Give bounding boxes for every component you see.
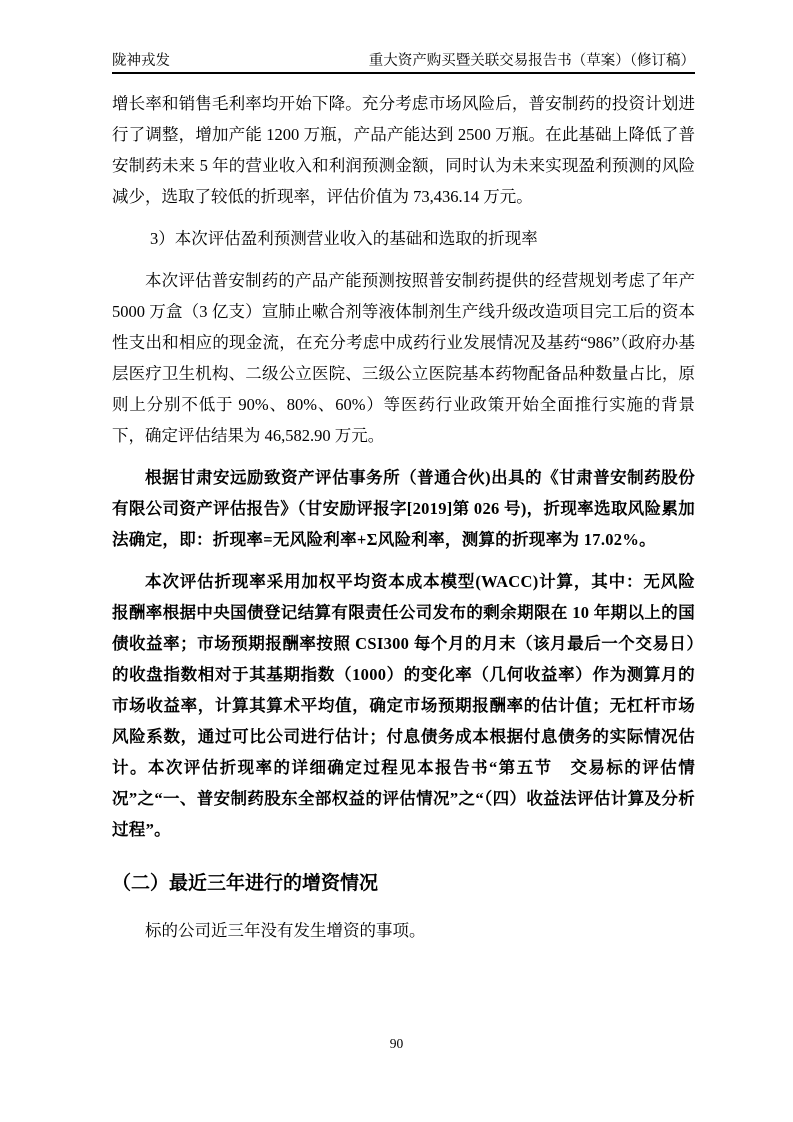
paragraph-capacity-forecast: 本次评估普安制药的产品产能预测按照普安制药提供的经营规划考虑了年产 5000 万盒（3 亿支）宣肺止嗽合剂等液体制剂生产线升级改造项目完工后的资本性支出和相应的现金流，在充分考虑中成药行业发展情况及基药“986”（政府办基层医疗卫生机构、二级公立医院、三级公立医院基本药物配备品种数量占比，原则上分别不低于 90%、80%、60%）等医药行业政策开始全面推行实施的背景下，确定评估结果为 46,582.90 万元。: [112, 271, 695, 445]
paragraph-wacc-model: 本次评估折现率采用加权平均资本成本模型(WACC)计算，其中：无风险报酬率根据中央国债登记结算有限责任公司发布的剩余期限在 10 年期以上的国债收益率；市场预期报酬率按照 CSI300 每个月的月末（该月最后一个交易日）的收盘指数相对于其基期指数（1000）的变化率（几何收益率）作为测算月的市场收益率，计算其算术平均值，确定市场预期报酬率的估计值；无杠杆市场风险系数，通过可比公司进行估计；付息债务成本根据付息债务的实际情况估计。本次评估折现率的详细确定过程见本报告书“第五节 交易标的评估情况”之“一、普安制药股东全部权益的评估情况”之“（四）收益法评估计算及分析过程”。: [112, 572, 695, 839]
paragraph-appraisal-report: 根据甘肃安远励致资产评估事务所（普通合伙)出具的《甘肃普安制药股份有限公司资产评估报告》（甘安励评报字[2019]第 026 号)，折现率选取风险累加法确定，即：折现率=无风险利率+Σ风险利率，测算的折现率为 17.02%。: [112, 468, 695, 549]
header-document-title: 重大资产购买暨关联交易报告书（草案）（修订稿）: [368, 52, 695, 69]
sub-heading-discount-rate-basis: 3）本次评估盈利预测营业收入的基础和选取的折现率: [149, 229, 538, 248]
section-heading-capital-increase: （二）最近三年进行的增资情况: [112, 873, 379, 894]
paragraph-no-capital-increase: 标的公司近三年没有发生增资的事项。: [145, 921, 426, 940]
page-footer: [0, 1036, 793, 1052]
header-company-name: 陇神戎发: [112, 52, 170, 69]
document-body: [112, 88, 695, 946]
page-header: [112, 46, 695, 74]
paragraph-growth-rate-adjustment: 增长率和销售毛利率均开始下降。充分考虑市场风险后，普安制药的投资计划进行了调整，增加产能 1200 万瓶，产品产能达到 2500 万瓶。在此基础上降低了普安制药未来 5 年的营业收入和利润预测金额，同时认为未来实现盈利预测的风险减少，选取了较低的折现率，评估价值为 73,436.14 万元。: [112, 94, 695, 206]
page-number: 90: [389, 1036, 404, 1051]
